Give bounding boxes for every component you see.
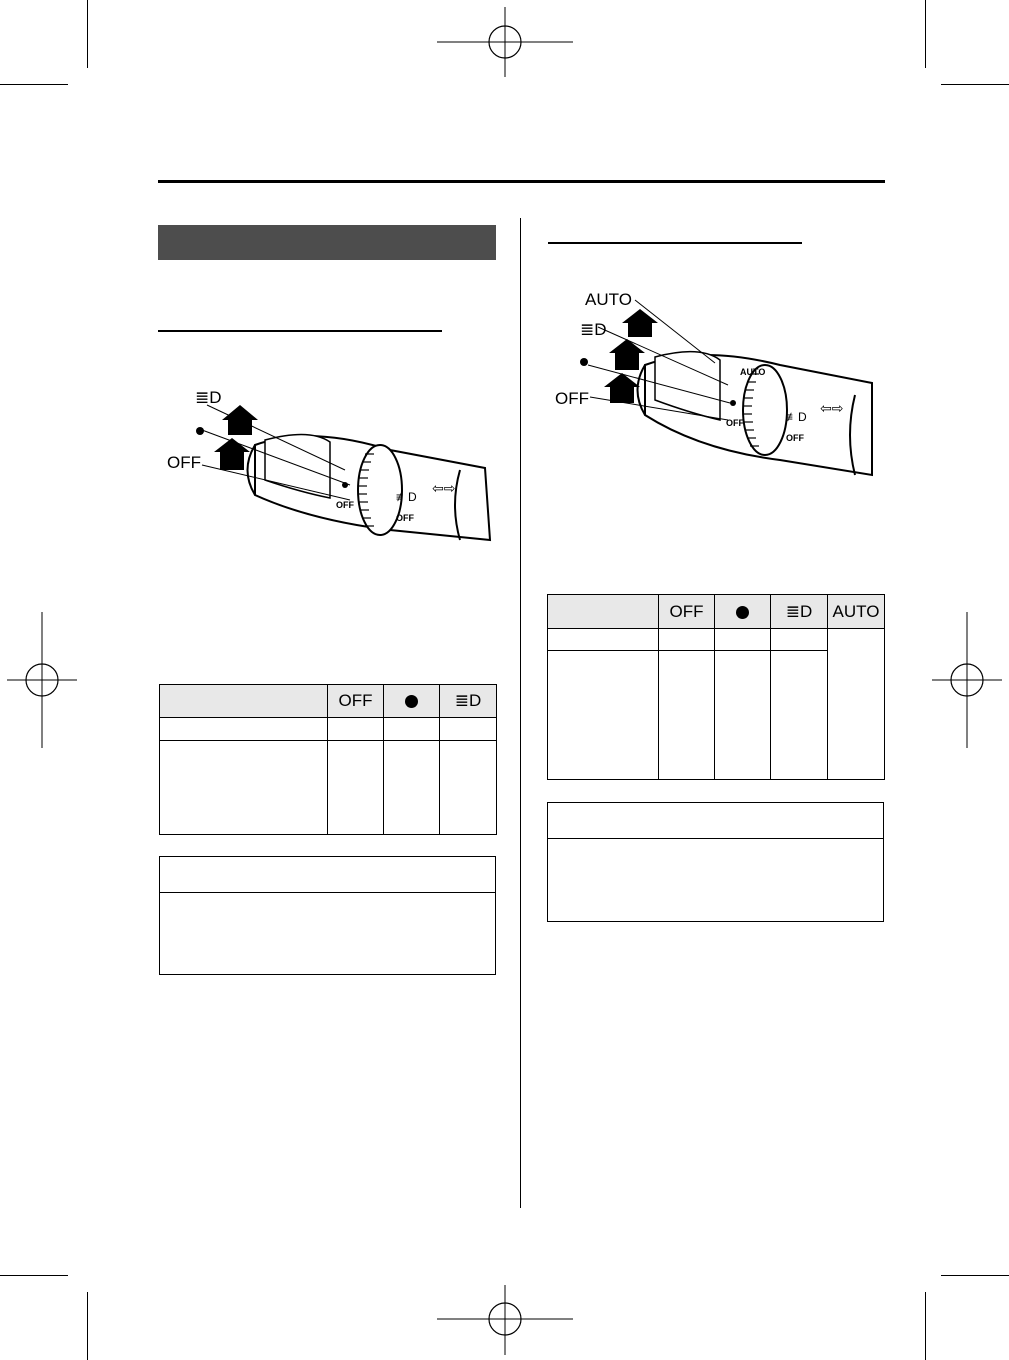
left-table-header-off: OFF [328, 685, 384, 718]
crop-mark-bottom-right-h [941, 1275, 1009, 1276]
parking-light-dot-icon [405, 695, 418, 708]
left-note-box [159, 856, 496, 975]
right-note-header [548, 803, 883, 839]
headlight-icon: ≣D [785, 601, 813, 621]
right-table-header-parking [715, 595, 771, 629]
header-rule [158, 180, 885, 183]
table-row [548, 629, 885, 651]
registration-target-bottom [437, 1285, 573, 1355]
right-table-header-headlight [771, 595, 828, 629]
left-parking-dot-icon [196, 427, 204, 435]
left-dial-off-label: OFF [336, 500, 354, 510]
left-turn-signal-arrows-icon: ⇦⇨ [432, 480, 456, 496]
parking-light-dot-icon [736, 606, 749, 619]
right-dial-off-label: OFF [726, 418, 744, 428]
right-switch-table [547, 594, 885, 780]
right-table-header-blank [548, 595, 659, 629]
left-table-header-parking [384, 685, 440, 718]
table-row [160, 741, 497, 835]
headlight-icon: ≣D [454, 691, 482, 710]
crop-mark-bottom-left-v [87, 1292, 88, 1360]
right-subheading-rule [548, 242, 802, 244]
left-note-header [160, 857, 495, 893]
right-off-label: OFF [555, 389, 589, 408]
left-fog-light-icon: ≢D [396, 490, 417, 504]
left-fog-off-label: OFF [396, 513, 414, 523]
right-high-beam-icon: ≣D [580, 320, 607, 339]
registration-target-left [7, 612, 77, 748]
left-high-beam-icon: ≣D [195, 388, 222, 407]
section-title-bar [158, 225, 496, 260]
crop-mark-bottom-left-h [0, 1275, 68, 1276]
crop-mark-top-right-v [925, 0, 926, 68]
right-table-header-auto: AUTO [828, 595, 885, 629]
left-off-label: OFF [167, 453, 201, 472]
right-parking-dot-icon [580, 358, 588, 366]
right-note-box [547, 802, 884, 922]
left-switch-table [159, 684, 497, 835]
left-subheading-rule [158, 330, 442, 332]
crop-mark-top-left-h [0, 84, 68, 85]
right-switch-illustration [550, 285, 880, 480]
left-table-header-headlight [440, 685, 497, 718]
crop-mark-bottom-right-v [925, 1292, 926, 1360]
registration-target-top [437, 7, 573, 77]
column-divider [520, 218, 521, 1208]
right-fog-light-icon: ≢D [786, 410, 807, 424]
registration-target-right [932, 612, 1002, 748]
left-table-header-blank [160, 685, 328, 718]
right-dial-auto-label: AUTO [740, 367, 766, 377]
right-fog-off-label: OFF [786, 433, 804, 443]
crop-mark-top-right-h [941, 84, 1009, 85]
right-auto-label: AUTO [585, 290, 632, 309]
right-turn-signal-arrows-icon: ⇦⇨ [820, 400, 844, 416]
left-switch-illustration [160, 380, 500, 560]
crop-mark-top-left-v [87, 0, 88, 68]
table-row [160, 718, 497, 741]
right-table-header-off: OFF [659, 595, 715, 629]
